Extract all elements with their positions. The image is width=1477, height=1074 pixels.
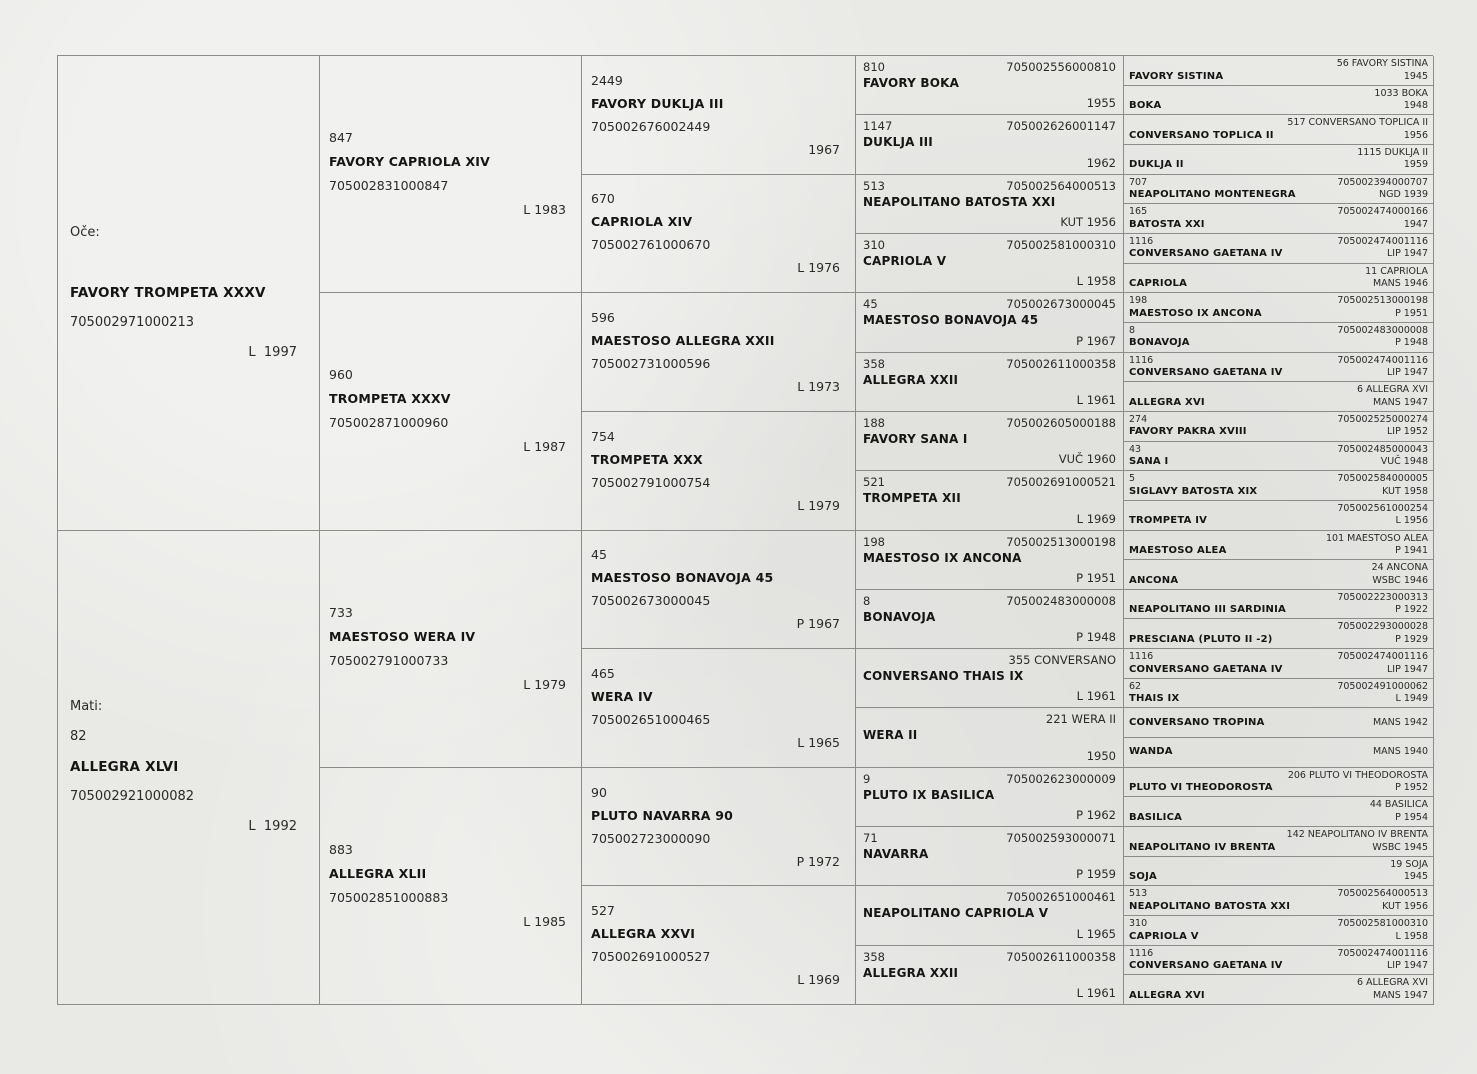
horse-year: 1962 xyxy=(1086,155,1116,170)
horse-id: 6 ALLEGRA XVI xyxy=(1356,384,1428,396)
horse-name: CAPRIOLA XIV xyxy=(591,214,693,230)
horse-name: WERA II xyxy=(863,728,918,743)
horse-number: 5 xyxy=(1129,473,1136,485)
mother-label: Mati: xyxy=(70,699,103,715)
horse-number: 62 xyxy=(1129,680,1142,692)
horse-year: L 1997 xyxy=(248,344,297,360)
horse-cell-gen4 xyxy=(856,768,1124,827)
horse-cell-gen4 xyxy=(856,708,1124,767)
horse-id: 705002513000198 xyxy=(1337,295,1428,307)
horse-name: TROMPETA XXX xyxy=(591,451,703,467)
horse-cell-gen4 xyxy=(856,946,1124,1005)
horse-number: 465 xyxy=(591,665,615,681)
horse-cell-gen5 xyxy=(1124,175,1434,205)
horse-year: KUT 1956 xyxy=(1060,214,1116,229)
horse-cell-gen5 xyxy=(1124,768,1434,798)
horse-number xyxy=(70,248,307,278)
horse-name: NEAPOLITANO III SARDINIA xyxy=(1129,604,1286,616)
horse-year: L 1976 xyxy=(797,260,840,276)
horse-year: KUT 1956 xyxy=(1382,900,1428,912)
horse-id: 19 SOJA xyxy=(1390,858,1428,870)
horse-year: 1945 xyxy=(1403,871,1428,883)
horse-id: 705002581000310 xyxy=(1337,918,1428,930)
horse-id: 705002223000313 xyxy=(1337,591,1428,603)
horse-name: FAVORY CAPRIOLA XIV xyxy=(329,154,491,170)
horse-cell-gen3 xyxy=(582,886,856,1005)
horse-id: 705002593000071 xyxy=(1006,831,1116,846)
horse-number: 310 xyxy=(863,237,885,252)
horse-cell-gen5 xyxy=(1124,886,1434,916)
horse-year: L 1992 xyxy=(248,819,297,835)
horse-year: P 1962 xyxy=(1076,808,1116,823)
horse-id: 221 WERA II xyxy=(1045,712,1116,727)
horse-name: SOJA xyxy=(1129,871,1157,883)
horse-id: 705002525000274 xyxy=(1337,413,1428,425)
horse-name: PLUTO IX BASILICA xyxy=(863,787,995,802)
horse-year: MANS 1946 xyxy=(1372,278,1428,290)
horse-name: NEAPOLITANO IV BRENTA xyxy=(1129,841,1276,853)
horse-id: 705002676002449 xyxy=(591,118,711,134)
horse-year: 1967 xyxy=(808,141,840,157)
horse-id: 705002921000082 xyxy=(70,789,195,805)
horse-cell-gen5 xyxy=(1124,442,1434,472)
horse-year: P 1954 xyxy=(1395,811,1428,823)
horse-number: 521 xyxy=(863,475,885,490)
horse-id: 11 CAPRIOLA xyxy=(1365,265,1428,277)
horse-id: 355 CONVERSANO xyxy=(1008,653,1116,668)
horse-cell-gen5 xyxy=(1124,975,1434,1005)
horse-name: PLUTO VI THEODOROSTA xyxy=(1129,782,1273,794)
horse-number: 90 xyxy=(591,784,607,800)
horse-year: L 1987 xyxy=(523,439,566,455)
horse-id: 705002564000513 xyxy=(1006,178,1116,193)
horse-name: BASILICA xyxy=(1129,811,1183,823)
horse-id: 705002626001147 xyxy=(1006,119,1116,134)
horse-year: P 1922 xyxy=(1395,604,1428,616)
horse-name: MAESTOSO ALLEGRA XXII xyxy=(591,333,775,349)
horse-cell-gen5 xyxy=(1124,649,1434,679)
horse-number: 82 xyxy=(70,729,87,745)
horse-id: 705002474001116 xyxy=(1337,235,1428,247)
horse-id: 6 ALLEGRA XVI xyxy=(1356,977,1428,989)
horse-name: MAESTOSO BONAVOJA 45 xyxy=(591,570,774,586)
horse-year: VUČ 1948 xyxy=(1380,456,1428,468)
horse-name: FAVORY DUKLJA III xyxy=(591,95,724,111)
horse-year: L 1969 xyxy=(797,972,840,988)
horse-cell-gen4 xyxy=(856,827,1124,886)
horse-id: 705002561000254 xyxy=(1337,502,1428,514)
horse-number: 513 xyxy=(863,178,885,193)
horse-id: 705002581000310 xyxy=(1006,237,1116,252)
horse-name: TROMPETA IV xyxy=(1129,515,1208,527)
horse-year: L 1958 xyxy=(1395,930,1428,942)
horse-number: 274 xyxy=(1129,413,1148,425)
horse-cell-gen4 xyxy=(856,175,1124,234)
horse-number: 596 xyxy=(591,310,615,326)
horse-cell-gen5 xyxy=(1124,115,1434,145)
horse-id: 705002791000754 xyxy=(591,474,711,490)
horse-id: 705002564000513 xyxy=(1337,888,1428,900)
horse-name: CONVERSANO THAIS IX xyxy=(863,669,1024,684)
horse-year: P 1948 xyxy=(1395,337,1428,349)
horse-id: 705002485000043 xyxy=(1337,443,1428,455)
horse-number: 8 xyxy=(1129,324,1136,336)
horse-name: MAESTOSO IX ANCONA xyxy=(1129,307,1262,319)
horse-year: VUČ 1960 xyxy=(1058,452,1116,467)
horse-name: ALLEGRA XLII xyxy=(329,865,427,881)
horse-year: P 1941 xyxy=(1395,545,1428,556)
horse-cell-gen5 xyxy=(1124,382,1434,412)
horse-name: MAESTOSO ALEA xyxy=(1129,545,1227,556)
horse-cell-gen5 xyxy=(1124,145,1434,175)
horse-id: 705002394000707 xyxy=(1337,176,1428,188)
horse-name: ALLEGRA XXII xyxy=(863,372,959,387)
horse-id: 705002831000847 xyxy=(329,178,449,194)
horse-id: 705002651000461 xyxy=(1006,890,1116,905)
horse-name: ALLEGRA XXVI xyxy=(591,926,696,942)
horse-number: 1116 xyxy=(1129,354,1154,366)
horse-name: MAESTOSO IX ANCONA xyxy=(863,550,1022,565)
horse-id: 142 NEAPOLITANO IV BRENTA xyxy=(1286,829,1428,841)
horse-id: 705002761000670 xyxy=(591,237,711,253)
horse-year: 1955 xyxy=(1086,96,1116,111)
horse-number: 960 xyxy=(329,367,353,383)
horse-cell-gen5 xyxy=(1124,56,1434,86)
horse-year: LIP 1947 xyxy=(1386,367,1428,379)
horse-year: P 1959 xyxy=(1076,867,1116,882)
horse-id: 705002673000045 xyxy=(1006,297,1116,312)
father-cell xyxy=(58,56,320,531)
horse-cell-gen4 xyxy=(856,649,1124,708)
horse-year: L 1979 xyxy=(523,676,566,692)
horse-name: SANA I xyxy=(1129,456,1169,468)
horse-id: 705002474001116 xyxy=(1337,354,1428,366)
horse-number: 513 xyxy=(1129,888,1148,900)
horse-year: L 1965 xyxy=(1076,926,1116,941)
horse-year: P 1967 xyxy=(796,616,840,632)
horse-cell-gen5 xyxy=(1124,560,1434,590)
horse-year: P 1972 xyxy=(796,853,840,869)
horse-number: 71 xyxy=(863,831,878,846)
horse-number: 1116 xyxy=(1129,947,1154,959)
horse-number: 1116 xyxy=(1129,235,1154,247)
horse-name: PLUTO NAVARRA 90 xyxy=(591,807,733,823)
horse-name: ALLEGRA XLVI xyxy=(70,759,179,776)
horse-cell-gen2 xyxy=(320,768,582,1005)
horse-year: L 1961 xyxy=(1076,689,1116,704)
horse-name: DUKLJA II xyxy=(1129,159,1184,171)
horse-name: CONVERSANO GAETANA IV xyxy=(1129,248,1283,260)
horse-cell-gen3 xyxy=(582,56,856,175)
horse-name: CAPRIOLA V xyxy=(1129,930,1199,942)
horse-cell-gen5 xyxy=(1124,234,1434,264)
horse-year: 1950 xyxy=(1086,748,1116,763)
horse-name: CONVERSANO TROPINA xyxy=(1129,716,1265,728)
horse-cell-gen3 xyxy=(582,531,856,650)
horse-id: 705002731000596 xyxy=(591,356,711,372)
horse-name: PRESCIANA (PLUTO II -2) xyxy=(1129,633,1273,645)
horse-year: LIP 1952 xyxy=(1386,426,1428,438)
horse-year: WSBC 1946 xyxy=(1372,574,1428,586)
horse-id: 705002871000960 xyxy=(329,415,449,431)
horse-cell-gen5 xyxy=(1124,827,1434,857)
horse-number: 670 xyxy=(591,191,615,207)
horse-name: NEAPOLITANO BATOSTA XXI xyxy=(863,194,1056,209)
horse-cell-gen3 xyxy=(582,412,856,531)
horse-name: ALLEGRA XVI xyxy=(1129,396,1205,408)
horse-name: CONVERSANO TOPLICA II xyxy=(1129,129,1274,141)
horse-cell-gen5 xyxy=(1124,531,1434,561)
horse-cell-gen3 xyxy=(582,649,856,768)
mother-cell xyxy=(58,531,320,1006)
horse-cell-gen4 xyxy=(856,293,1124,352)
horse-id: 1033 BOKA xyxy=(1374,87,1428,99)
horse-name: CAPRIOLA V xyxy=(863,253,947,268)
horse-id: 705002791000733 xyxy=(329,652,449,668)
pedigree-table xyxy=(57,55,1433,1005)
horse-id: 44 BASILICA xyxy=(1369,799,1428,811)
horse-name: ANCONA xyxy=(1129,574,1179,586)
horse-cell-gen5 xyxy=(1124,323,1434,353)
horse-name: FAVORY BOKA xyxy=(863,76,960,90)
horse-name: FAVORY SANA I xyxy=(863,431,968,446)
horse-cell-gen2 xyxy=(320,531,582,768)
horse-number: 733 xyxy=(329,604,353,620)
horse-year: WSBC 1945 xyxy=(1372,841,1428,853)
horse-year: 1948 xyxy=(1403,100,1428,112)
horse-cell-gen4 xyxy=(856,471,1124,530)
horse-name: WERA IV xyxy=(591,688,653,704)
horse-cell-gen4 xyxy=(856,886,1124,945)
horse-cell-gen5 xyxy=(1124,590,1434,620)
horse-name: ALLEGRA XVI xyxy=(1129,989,1205,1001)
horse-id: 56 FAVORY SISTINA xyxy=(1336,58,1428,69)
horse-year: L 1979 xyxy=(797,497,840,513)
horse-id: 705002293000028 xyxy=(1337,621,1428,633)
horse-year: MANS 1940 xyxy=(1372,746,1428,758)
horse-cell-gen3 xyxy=(582,293,856,412)
horse-year: KUT 1958 xyxy=(1382,485,1428,497)
horse-cell-gen4 xyxy=(856,56,1124,115)
horse-id: 705002483000008 xyxy=(1006,593,1116,608)
horse-name: BOKA xyxy=(1129,100,1162,112)
horse-year: LIP 1947 xyxy=(1386,248,1428,260)
horse-id: 24 ANCONA xyxy=(1371,562,1428,574)
horse-name: NEAPOLITANO MONTENEGRA xyxy=(1129,189,1296,201)
horse-number: 165 xyxy=(1129,206,1148,218)
horse-cell-gen3 xyxy=(582,175,856,294)
horse-year: L 1949 xyxy=(1395,693,1428,705)
horse-cell-gen4 xyxy=(856,234,1124,293)
father-label: Oče: xyxy=(70,224,100,240)
horse-cell-gen5 xyxy=(1124,679,1434,709)
horse-cell-gen5 xyxy=(1124,412,1434,442)
horse-id: 705002474001116 xyxy=(1337,651,1428,663)
horse-cell-gen5 xyxy=(1124,708,1434,738)
horse-year: L 1973 xyxy=(797,379,840,395)
horse-cell-gen5 xyxy=(1124,797,1434,827)
horse-name: NEAPOLITANO CAPRIOLA V xyxy=(863,906,1049,921)
horse-cell-gen5 xyxy=(1124,857,1434,887)
horse-cell-gen2 xyxy=(320,293,582,530)
horse-year: 1959 xyxy=(1403,159,1428,171)
horse-number: 198 xyxy=(863,534,885,549)
horse-year: L 1961 xyxy=(1076,392,1116,407)
horse-cell-gen5 xyxy=(1124,619,1434,649)
horse-id: 705002651000465 xyxy=(591,711,711,727)
horse-id: 705002474000166 xyxy=(1337,206,1428,218)
horse-cell-gen3 xyxy=(582,768,856,887)
horse-id: 517 CONVERSANO TOPLICA II xyxy=(1287,117,1428,129)
horse-cell-gen4 xyxy=(856,353,1124,412)
horse-cell-gen5 xyxy=(1124,501,1434,531)
horse-year: P 1951 xyxy=(1395,307,1428,319)
horse-year: L 1969 xyxy=(1076,511,1116,526)
horse-year: LIP 1947 xyxy=(1386,663,1428,675)
horse-number: 198 xyxy=(1129,295,1148,307)
horse-year: 1956 xyxy=(1403,129,1428,141)
horse-id: 705002491000062 xyxy=(1337,680,1428,692)
horse-number: 707 xyxy=(1129,176,1148,188)
horse-year: L 1961 xyxy=(1076,986,1116,1000)
horse-year: P 1967 xyxy=(1076,333,1116,348)
horse-id: 705002691000521 xyxy=(1006,475,1116,490)
horse-name: FAVORY PAKRA XVIII xyxy=(1129,426,1247,438)
horse-name: FAVORY SISTINA xyxy=(1129,70,1224,82)
horse-name: MAESTOSO WERA IV xyxy=(329,628,476,644)
horse-year: L 1965 xyxy=(797,734,840,750)
horse-name: NEAPOLITANO BATOSTA XXI xyxy=(1129,900,1291,912)
horse-id: 705002623000009 xyxy=(1006,771,1116,786)
horse-id: 101 MAESTOSO ALEA xyxy=(1326,532,1428,544)
horse-number: 358 xyxy=(863,949,885,964)
horse-name: BATOSTA XXI xyxy=(1129,218,1205,230)
horse-year: L 1958 xyxy=(1076,274,1116,289)
horse-id: 705002483000008 xyxy=(1337,324,1428,336)
horse-year: LIP 1947 xyxy=(1386,960,1428,972)
horse-cell-gen5 xyxy=(1124,471,1434,501)
horse-year: L 1956 xyxy=(1395,515,1428,527)
horse-name: BONAVOJA xyxy=(863,609,936,624)
horse-id: 705002556000810 xyxy=(1006,60,1116,74)
horse-number: 847 xyxy=(329,130,353,146)
horse-cell-gen5 xyxy=(1124,353,1434,383)
horse-name: DUKLJA III xyxy=(863,135,933,150)
horse-name: WANDA xyxy=(1129,746,1173,758)
horse-number: 358 xyxy=(863,356,885,371)
horse-number: 810 xyxy=(863,60,885,74)
horse-number: 45 xyxy=(591,547,607,563)
horse-name: CAPRIOLA xyxy=(1129,278,1188,290)
horse-year: MANS 1947 xyxy=(1372,989,1428,1001)
horse-cell-gen4 xyxy=(856,412,1124,471)
horse-number: 2449 xyxy=(591,72,623,88)
horse-cell-gen2 xyxy=(320,56,582,293)
horse-year: P 1951 xyxy=(1076,570,1116,585)
horse-name: TROMPETA XXXV xyxy=(329,391,451,407)
horse-cell-gen4 xyxy=(856,531,1124,590)
horse-number: 310 xyxy=(1129,918,1148,930)
horse-number: 8 xyxy=(863,593,871,608)
horse-cell-gen5 xyxy=(1124,916,1434,946)
horse-id: 705002691000527 xyxy=(591,949,711,965)
horse-id: 705002851000883 xyxy=(329,889,449,905)
horse-number: 1116 xyxy=(1129,651,1154,663)
horse-id: 705002673000045 xyxy=(591,593,711,609)
horse-id: 1115 DUKLJA II xyxy=(1357,146,1428,158)
horse-id: 206 PLUTO VI THEODOROSTA xyxy=(1287,769,1428,781)
horse-cell-gen5 xyxy=(1124,946,1434,976)
horse-number: 9 xyxy=(863,771,871,786)
horse-year: P 1948 xyxy=(1076,630,1116,645)
horse-year: 1947 xyxy=(1403,218,1428,230)
horse-year: 1945 xyxy=(1403,70,1428,82)
horse-number: 527 xyxy=(591,903,615,919)
horse-cell-gen4 xyxy=(856,115,1124,174)
horse-id: 705002611000358 xyxy=(1006,949,1116,964)
horse-year: P 1929 xyxy=(1395,633,1428,645)
horse-id: 705002971000213 xyxy=(70,314,195,330)
horse-name: ALLEGRA XXII xyxy=(863,965,959,980)
horse-cell-gen5 xyxy=(1124,204,1434,234)
horse-name: CONVERSANO GAETANA IV xyxy=(1129,367,1283,379)
horse-name: CONVERSANO GAETANA IV xyxy=(1129,960,1283,972)
horse-name: NAVARRA xyxy=(863,847,929,862)
horse-year: NGD 1939 xyxy=(1379,189,1428,201)
horse-cell-gen4 xyxy=(856,590,1124,649)
horse-id: 705002584000005 xyxy=(1337,473,1428,485)
horse-year: P 1952 xyxy=(1395,782,1428,794)
horse-number: 45 xyxy=(863,297,878,312)
horse-id: 705002474001116 xyxy=(1337,947,1428,959)
horse-name: BONAVOJA xyxy=(1129,337,1190,349)
horse-year: L 1985 xyxy=(523,913,566,929)
horse-cell-gen5 xyxy=(1124,293,1434,323)
horse-name: TROMPETA XII xyxy=(863,491,961,506)
horse-name: CONVERSANO GAETANA IV xyxy=(1129,663,1283,675)
horse-id: 705002513000198 xyxy=(1006,534,1116,549)
horse-number: 883 xyxy=(329,841,353,857)
horse-cell-gen5 xyxy=(1124,264,1434,294)
horse-id: 705002611000358 xyxy=(1006,356,1116,371)
horse-name: THAIS IX xyxy=(1129,693,1180,705)
horse-cell-gen5 xyxy=(1124,86,1434,116)
horse-year: L 1983 xyxy=(523,202,566,218)
horse-cell-gen5 xyxy=(1124,738,1434,768)
horse-number: 754 xyxy=(591,428,615,444)
horse-name: MAESTOSO BONAVOJA 45 xyxy=(863,313,1039,328)
horse-name: FAVORY TROMPETA XXXV xyxy=(70,284,266,301)
horse-id: 705002605000188 xyxy=(1006,415,1116,430)
horse-number: 43 xyxy=(1129,443,1142,455)
horse-year: MANS 1942 xyxy=(1372,716,1428,728)
horse-number: 1147 xyxy=(863,119,893,134)
horse-number: 188 xyxy=(863,415,885,430)
horse-id: 705002723000090 xyxy=(591,830,711,846)
horse-year: MANS 1947 xyxy=(1372,396,1428,408)
horse-name: SIGLAVY BATOSTA XIX xyxy=(1129,485,1258,497)
